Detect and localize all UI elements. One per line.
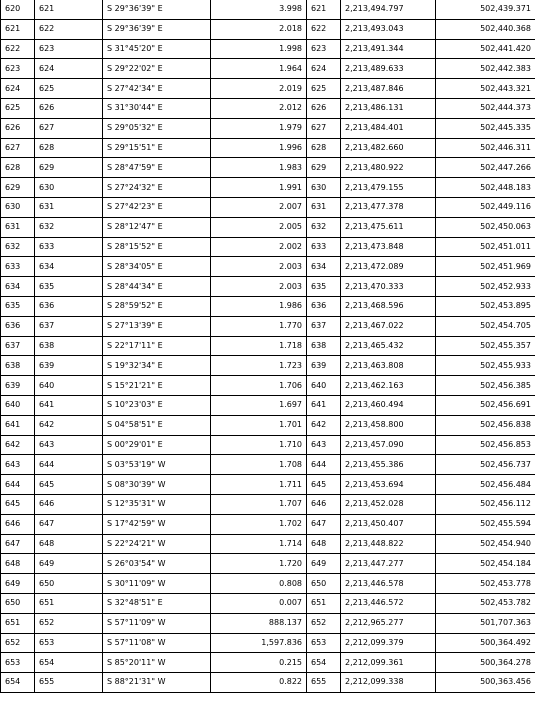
distance-cell: 1.723 xyxy=(211,356,307,376)
bearing-cell: S 03°53'19" W xyxy=(103,455,211,475)
distance-cell: 1.697 xyxy=(211,395,307,415)
distance-cell: 888.137 xyxy=(211,613,307,633)
easting-cell: 502,442.383 xyxy=(436,59,535,79)
table-row xyxy=(1,59,535,79)
northing-cell: 2,213,479.155 xyxy=(341,178,436,198)
northing-cell: 2,213,470.333 xyxy=(341,277,436,297)
to-station-cell: 652 xyxy=(35,613,103,633)
easting-cell: 502,447.266 xyxy=(436,158,535,178)
to-station-cell: 626 xyxy=(35,98,103,118)
table-row xyxy=(1,435,535,455)
easting-cell: 500,364.278 xyxy=(436,653,535,673)
table-row xyxy=(1,217,535,237)
to-station-cell: 645 xyxy=(35,475,103,495)
point-cell: 655 xyxy=(307,673,341,693)
to-station-cell: 638 xyxy=(35,336,103,356)
northing-cell: 2,213,484.401 xyxy=(341,118,436,138)
point-cell: 652 xyxy=(307,613,341,633)
from-station-cell: 650 xyxy=(1,593,35,613)
point-cell: 625 xyxy=(307,79,341,99)
table-row xyxy=(1,653,535,673)
table-row xyxy=(1,178,535,198)
to-station-cell: 630 xyxy=(35,178,103,198)
to-station-cell: 623 xyxy=(35,39,103,59)
from-station-cell: 643 xyxy=(1,455,35,475)
point-cell: 654 xyxy=(307,653,341,673)
to-station-cell: 635 xyxy=(35,277,103,297)
bearing-cell: S 12°35'31" W xyxy=(103,494,211,514)
northing-cell: 2,213,475.611 xyxy=(341,217,436,237)
from-station-cell: 635 xyxy=(1,296,35,316)
northing-cell: 2,213,486.131 xyxy=(341,98,436,118)
table-row xyxy=(1,158,535,178)
bearing-cell: S 27°42'34" E xyxy=(103,79,211,99)
bearing-cell: S 28°59'52" E xyxy=(103,296,211,316)
bearing-cell: S 28°44'34" E xyxy=(103,277,211,297)
from-station-cell: 641 xyxy=(1,415,35,435)
northing-cell: 2,213,482.660 xyxy=(341,138,436,158)
point-cell: 627 xyxy=(307,118,341,138)
point-cell: 640 xyxy=(307,376,341,396)
from-station-cell: 626 xyxy=(1,118,35,138)
distance-cell: 0.007 xyxy=(211,593,307,613)
from-station-cell: 632 xyxy=(1,237,35,257)
bearing-cell: S 19°32'34" E xyxy=(103,356,211,376)
bearing-cell: S 27°42'23" E xyxy=(103,197,211,217)
bearing-cell: S 27°13'39" E xyxy=(103,316,211,336)
easting-cell: 502,451.969 xyxy=(436,257,535,277)
distance-cell: 2.018 xyxy=(211,19,307,39)
northing-cell: 2,213,452.028 xyxy=(341,494,436,514)
table-row xyxy=(1,98,535,118)
bearing-cell: S 28°15'52" E xyxy=(103,237,211,257)
table-row xyxy=(1,39,535,59)
easting-cell: 502,456.112 xyxy=(436,494,535,514)
from-station-cell: 623 xyxy=(1,59,35,79)
table-row xyxy=(1,197,535,217)
easting-cell: 502,455.594 xyxy=(436,514,535,534)
to-station-cell: 631 xyxy=(35,197,103,217)
northing-cell: 2,213,462.163 xyxy=(341,376,436,396)
northing-cell: 2,213,450.407 xyxy=(341,514,436,534)
to-station-cell: 632 xyxy=(35,217,103,237)
northing-cell: 2,213,487.846 xyxy=(341,79,436,99)
distance-cell: 1.991 xyxy=(211,178,307,198)
table-row xyxy=(1,0,535,19)
table-row xyxy=(1,296,535,316)
bearing-cell: S 28°34'05" E xyxy=(103,257,211,277)
point-cell: 636 xyxy=(307,296,341,316)
from-station-cell: 630 xyxy=(1,197,35,217)
table-row xyxy=(1,514,535,534)
bearing-cell: S 28°47'59" E xyxy=(103,158,211,178)
northing-cell: 2,213,463.808 xyxy=(341,356,436,376)
distance-cell: 2.012 xyxy=(211,98,307,118)
distance-cell: 0.808 xyxy=(211,574,307,594)
to-station-cell: 655 xyxy=(35,673,103,693)
table-row xyxy=(1,574,535,594)
from-station-cell: 644 xyxy=(1,475,35,495)
from-station-cell: 645 xyxy=(1,494,35,514)
to-station-cell: 627 xyxy=(35,118,103,138)
easting-cell: 500,364.492 xyxy=(436,633,535,653)
from-station-cell: 640 xyxy=(1,395,35,415)
distance-cell: 1.979 xyxy=(211,118,307,138)
to-station-cell: 644 xyxy=(35,455,103,475)
easting-cell: 502,456.385 xyxy=(436,376,535,396)
distance-cell: 1.701 xyxy=(211,415,307,435)
to-station-cell: 646 xyxy=(35,494,103,514)
point-cell: 648 xyxy=(307,534,341,554)
to-station-cell: 633 xyxy=(35,237,103,257)
point-cell: 643 xyxy=(307,435,341,455)
table-row xyxy=(1,395,535,415)
easting-cell: 502,439.371 xyxy=(436,0,535,19)
easting-cell: 502,448.183 xyxy=(436,178,535,198)
to-station-cell: 636 xyxy=(35,296,103,316)
table-row xyxy=(1,593,535,613)
easting-cell: 501,707.363 xyxy=(436,613,535,633)
point-cell: 649 xyxy=(307,554,341,574)
distance-cell: 1.964 xyxy=(211,59,307,79)
bearing-cell: S 08°30'39" W xyxy=(103,475,211,495)
table-row xyxy=(1,316,535,336)
distance-cell: 1.770 xyxy=(211,316,307,336)
easting-cell: 502,452.933 xyxy=(436,277,535,297)
bearing-cell: S 28°12'47" E xyxy=(103,217,211,237)
from-station-cell: 620 xyxy=(1,0,35,19)
from-station-cell: 621 xyxy=(1,19,35,39)
bearing-cell: S 22°17'11" E xyxy=(103,336,211,356)
distance-cell: 0.215 xyxy=(211,653,307,673)
from-station-cell: 639 xyxy=(1,376,35,396)
from-station-cell: 649 xyxy=(1,574,35,594)
easting-cell: 502,450.063 xyxy=(436,217,535,237)
bearing-cell: S 22°24'21" W xyxy=(103,534,211,554)
point-cell: 642 xyxy=(307,415,341,435)
to-station-cell: 649 xyxy=(35,554,103,574)
northing-cell: 2,213,491.344 xyxy=(341,39,436,59)
northing-cell: 2,213,467.022 xyxy=(341,316,436,336)
table-row xyxy=(1,534,535,554)
distance-cell: 2.019 xyxy=(211,79,307,99)
to-station-cell: 648 xyxy=(35,534,103,554)
easting-cell: 502,454.705 xyxy=(436,316,535,336)
distance-cell: 3.998 xyxy=(211,0,307,19)
point-cell: 623 xyxy=(307,39,341,59)
point-cell: 647 xyxy=(307,514,341,534)
point-cell: 639 xyxy=(307,356,341,376)
to-station-cell: 641 xyxy=(35,395,103,415)
table-row xyxy=(1,633,535,653)
bearing-cell: S 31°30'44" E xyxy=(103,98,211,118)
bearing-cell: S 10°23'03" E xyxy=(103,395,211,415)
to-station-cell: 640 xyxy=(35,376,103,396)
distance-cell: 1.711 xyxy=(211,475,307,495)
table-row xyxy=(1,494,535,514)
table-row xyxy=(1,554,535,574)
point-cell: 638 xyxy=(307,336,341,356)
point-cell: 622 xyxy=(307,19,341,39)
distance-cell: 2.007 xyxy=(211,197,307,217)
easting-cell: 500,363.456 xyxy=(436,673,535,693)
point-cell: 645 xyxy=(307,475,341,495)
easting-cell: 502,456.484 xyxy=(436,475,535,495)
northing-cell: 2,212,965.277 xyxy=(341,613,436,633)
to-station-cell: 637 xyxy=(35,316,103,336)
distance-cell: 1.996 xyxy=(211,138,307,158)
northing-cell: 2,213,457.090 xyxy=(341,435,436,455)
bearing-cell: S 29°36'39" E xyxy=(103,19,211,39)
bearing-cell: S 15°21'21" E xyxy=(103,376,211,396)
table-row xyxy=(1,415,535,435)
northing-cell: 2,213,446.572 xyxy=(341,593,436,613)
bearing-cell: S 26°03'54" W xyxy=(103,554,211,574)
from-station-cell: 634 xyxy=(1,277,35,297)
easting-cell: 502,454.940 xyxy=(436,534,535,554)
to-station-cell: 650 xyxy=(35,574,103,594)
point-cell: 624 xyxy=(307,59,341,79)
easting-cell: 502,440.368 xyxy=(436,19,535,39)
easting-cell: 502,456.853 xyxy=(436,435,535,455)
from-station-cell: 625 xyxy=(1,98,35,118)
table-row xyxy=(1,237,535,257)
northing-cell: 2,213,455.386 xyxy=(341,455,436,475)
to-station-cell: 642 xyxy=(35,415,103,435)
from-station-cell: 642 xyxy=(1,435,35,455)
bearing-cell: S 32°48'51" E xyxy=(103,593,211,613)
point-cell: 634 xyxy=(307,257,341,277)
bearing-cell: S 00°29'01" E xyxy=(103,435,211,455)
northing-cell: 2,213,468.596 xyxy=(341,296,436,316)
easting-cell: 502,456.691 xyxy=(436,395,535,415)
to-station-cell: 654 xyxy=(35,653,103,673)
point-cell: 651 xyxy=(307,593,341,613)
distance-cell: 1.718 xyxy=(211,336,307,356)
easting-cell: 502,441.420 xyxy=(436,39,535,59)
bearing-cell: S 29°22'02" E xyxy=(103,59,211,79)
table-row xyxy=(1,79,535,99)
to-station-cell: 639 xyxy=(35,356,103,376)
distance-cell: 1.706 xyxy=(211,376,307,396)
easting-cell: 502,444.373 xyxy=(436,98,535,118)
from-station-cell: 647 xyxy=(1,534,35,554)
table-row xyxy=(1,277,535,297)
from-station-cell: 631 xyxy=(1,217,35,237)
northing-cell: 2,213,477.378 xyxy=(341,197,436,217)
point-cell: 635 xyxy=(307,277,341,297)
from-station-cell: 637 xyxy=(1,336,35,356)
point-cell: 637 xyxy=(307,316,341,336)
to-station-cell: 622 xyxy=(35,19,103,39)
point-cell: 641 xyxy=(307,395,341,415)
distance-cell: 1.998 xyxy=(211,39,307,59)
northing-cell: 2,213,494.797 xyxy=(341,0,436,19)
distance-cell: 2.003 xyxy=(211,257,307,277)
from-station-cell: 622 xyxy=(1,39,35,59)
from-station-cell: 651 xyxy=(1,613,35,633)
northing-cell: 2,213,448.822 xyxy=(341,534,436,554)
easting-cell: 502,449.116 xyxy=(436,197,535,217)
bearing-cell: S 04°58'51" E xyxy=(103,415,211,435)
point-cell: 630 xyxy=(307,178,341,198)
distance-cell: 1.710 xyxy=(211,435,307,455)
easting-cell: 502,454.184 xyxy=(436,554,535,574)
point-cell: 626 xyxy=(307,98,341,118)
to-station-cell: 621 xyxy=(35,0,103,19)
northing-cell: 2,213,460.494 xyxy=(341,395,436,415)
distance-cell: 1.702 xyxy=(211,514,307,534)
northing-cell: 2,213,493.043 xyxy=(341,19,436,39)
bearing-cell: S 57°11'09" W xyxy=(103,613,211,633)
table-row xyxy=(1,118,535,138)
table-row xyxy=(1,19,535,39)
northing-cell: 2,212,099.338 xyxy=(341,673,436,693)
bearing-cell: S 29°36'39" E xyxy=(103,0,211,19)
bearing-cell: S 30°11'09" W xyxy=(103,574,211,594)
distance-cell: 1,597.836 xyxy=(211,633,307,653)
point-cell: 633 xyxy=(307,237,341,257)
northing-cell: 2,213,458.800 xyxy=(341,415,436,435)
to-station-cell: 651 xyxy=(35,593,103,613)
point-cell: 631 xyxy=(307,197,341,217)
table-row xyxy=(1,356,535,376)
distance-cell: 1.714 xyxy=(211,534,307,554)
point-cell: 650 xyxy=(307,574,341,594)
northing-cell: 2,213,473.848 xyxy=(341,237,436,257)
to-station-cell: 629 xyxy=(35,158,103,178)
from-station-cell: 654 xyxy=(1,673,35,693)
point-cell: 653 xyxy=(307,633,341,653)
table-row xyxy=(1,455,535,475)
easting-cell: 502,455.357 xyxy=(436,336,535,356)
distance-cell: 2.005 xyxy=(211,217,307,237)
distance-cell: 2.002 xyxy=(211,237,307,257)
northing-cell: 2,212,099.361 xyxy=(341,653,436,673)
table-row xyxy=(1,475,535,495)
from-station-cell: 653 xyxy=(1,653,35,673)
from-station-cell: 629 xyxy=(1,178,35,198)
easting-cell: 502,451.011 xyxy=(436,237,535,257)
distance-cell: 1.707 xyxy=(211,494,307,514)
table-row xyxy=(1,673,535,693)
point-cell: 621 xyxy=(307,0,341,19)
northing-cell: 2,213,465.432 xyxy=(341,336,436,356)
table-row xyxy=(1,257,535,277)
to-station-cell: 625 xyxy=(35,79,103,99)
from-station-cell: 646 xyxy=(1,514,35,534)
bearing-cell: S 29°05'32" E xyxy=(103,118,211,138)
easting-cell: 502,443.321 xyxy=(436,79,535,99)
to-station-cell: 624 xyxy=(35,59,103,79)
to-station-cell: 634 xyxy=(35,257,103,277)
distance-cell: 1.983 xyxy=(211,158,307,178)
easting-cell: 502,446.311 xyxy=(436,138,535,158)
point-cell: 629 xyxy=(307,158,341,178)
from-station-cell: 636 xyxy=(1,316,35,336)
bearing-cell: S 29°15'51" E xyxy=(103,138,211,158)
bearing-cell: S 27°24'32" E xyxy=(103,178,211,198)
point-cell: 646 xyxy=(307,494,341,514)
bearing-cell: S 31°45'20" E xyxy=(103,39,211,59)
easting-cell: 502,445.335 xyxy=(436,118,535,138)
distance-cell: 0.822 xyxy=(211,673,307,693)
easting-cell: 502,453.782 xyxy=(436,593,535,613)
from-station-cell: 628 xyxy=(1,158,35,178)
northing-cell: 2,213,446.578 xyxy=(341,574,436,594)
from-station-cell: 627 xyxy=(1,138,35,158)
bearing-cell: S 85°20'11" W xyxy=(103,653,211,673)
northing-cell: 2,213,447.277 xyxy=(341,554,436,574)
bearing-cell: S 17°42'59" W xyxy=(103,514,211,534)
easting-cell: 502,455.933 xyxy=(436,356,535,376)
table-row xyxy=(1,376,535,396)
distance-cell: 1.720 xyxy=(211,554,307,574)
northing-cell: 2,213,480.922 xyxy=(341,158,436,178)
bearing-cell: S 88°21'31" W xyxy=(103,673,211,693)
northing-cell: 2,213,489.633 xyxy=(341,59,436,79)
table-row xyxy=(1,138,535,158)
northing-cell: 2,213,453.694 xyxy=(341,475,436,495)
table-row xyxy=(1,336,535,356)
distance-cell: 2.003 xyxy=(211,277,307,297)
point-cell: 632 xyxy=(307,217,341,237)
from-station-cell: 652 xyxy=(1,633,35,653)
to-station-cell: 643 xyxy=(35,435,103,455)
point-cell: 644 xyxy=(307,455,341,475)
point-cell: 628 xyxy=(307,138,341,158)
to-station-cell: 628 xyxy=(35,138,103,158)
northing-cell: 2,212,099.379 xyxy=(341,633,436,653)
easting-cell: 502,453.778 xyxy=(436,574,535,594)
table-row xyxy=(1,613,535,633)
distance-cell: 1.708 xyxy=(211,455,307,475)
to-station-cell: 653 xyxy=(35,633,103,653)
to-station-cell: 647 xyxy=(35,514,103,534)
from-station-cell: 624 xyxy=(1,79,35,99)
from-station-cell: 648 xyxy=(1,554,35,574)
easting-cell: 502,456.737 xyxy=(436,455,535,475)
from-station-cell: 638 xyxy=(1,356,35,376)
easting-cell: 502,453.895 xyxy=(436,296,535,316)
distance-cell: 1.986 xyxy=(211,296,307,316)
northing-cell: 2,213,472.089 xyxy=(341,257,436,277)
table-body xyxy=(1,0,535,692)
easting-cell: 502,456.838 xyxy=(436,415,535,435)
bearing-cell: S 57°11'08" W xyxy=(103,633,211,653)
from-station-cell: 633 xyxy=(1,257,35,277)
